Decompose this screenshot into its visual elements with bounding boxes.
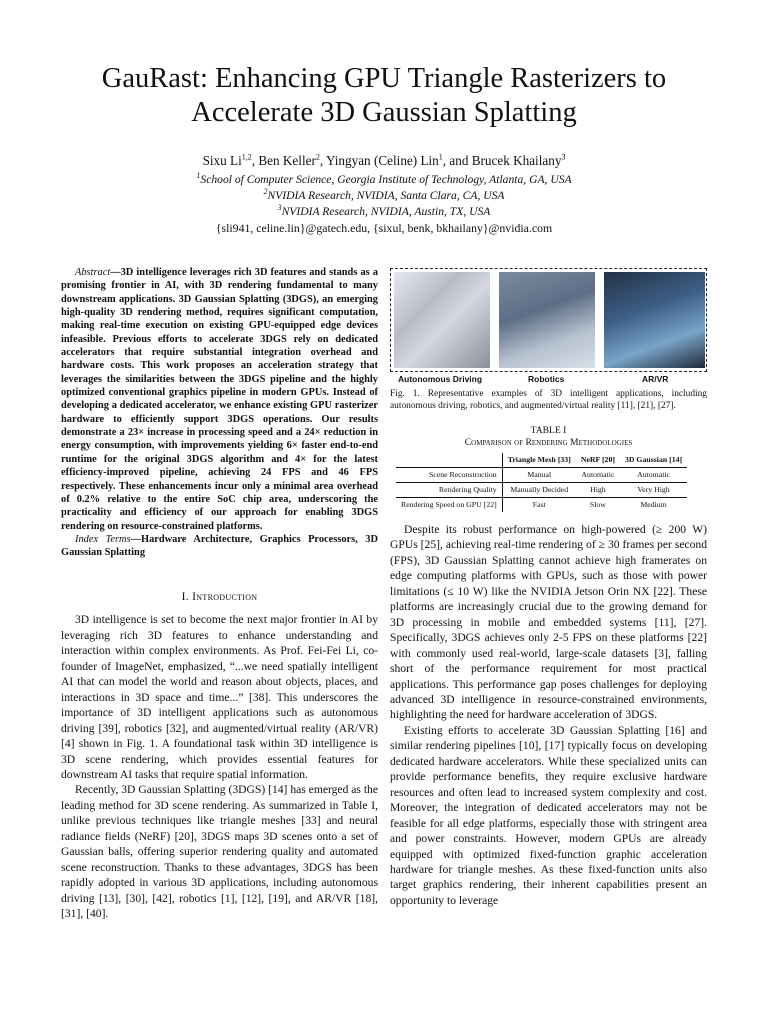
author-emails: {sli941, celine.lin}@gatech.edu, {sixul, benk, bkhailany}@nvidia.com (215, 221, 553, 235)
figure-1 (390, 268, 707, 386)
affiliation-sup: 2 (263, 187, 268, 197)
table-cell: Automatic (637, 470, 670, 479)
figure-label: AR/VR (642, 374, 669, 384)
affiliation-sup: 3 (277, 203, 282, 213)
affiliation-text: NVIDIA Research, NVIDIA, Santa Clara, CA, USA (267, 189, 505, 202)
table-row (396, 468, 687, 483)
figure-frame (390, 268, 707, 372)
abstract-text: —3D intelligence leverages rich 3D features and stands as a promising frontier in AI, with 3D rendering fundamental to many downstream applications. 3D Gaussian Splatting (3DGS), an emerging high-quality 3D rendering method, requires significant computation, making real-time execution on existing GPU-equipped edge devices infeasible. Previous efforts to accelerate 3DGS rely on dedicated accelerators that require substantial integration overhead and hardware costs. This work proposes an acceleration strategy that leverages the similarities between the 3DGS pipeline and the highly optimized conventional graphics pipeline in modern GPUs. Instead of developing a dedicated accelerator, we enhance existing GPU rasterizer hardware to efficiently support 3DGS operations. Our results demonstrate a 23× increase in processing speed and a 24× reduction in energy consumption, with improvements yielding 6× faster end-to-end runtime for the original 3DGS algorithm and 4× for the latest efficiency-improved pipeline, achieving 24 FPS and 46 FPS respectively. These enhancements incur only a minimal area overhead of 0.2% relative to the entire SoC chip area, underscoring the practicality and efficiency of our approach for enabling 3DGS rendering on resource-constrained platforms. (61, 267, 378, 532)
intro-paragraph-3: Despite its robust performance on high-powered (≥ 200 W) GPUs [25], achieving real-time rendering of ≥ 30 frames per second (FPS), 3D Gaussian Splatting cannot achieve high framerates on edge computing platforms with GPUs, such as those with power limitations (≤ 10 W) like the NVIDIA Jetson Orin NX [22]. These platforms are increasingly crucial due to the growing demand for 3D processing in mobile and embedded systems [11], [27]. Specifically, 3DGS achieves only 2-5 FPS on these platforms [22] with commonly used real-world, large-scale datasets [3], falling short of the performance requirement for most practical applications. This performance gap poses challenges for deploying advanced 3D intelligence in resource-constrained environments, highlighting the need for hardware acceleration of 3DGS. (390, 523, 707, 722)
figure-label: Autonomous Driving (398, 374, 483, 384)
title-line-2: Accelerate 3D Gaussian Splatting (191, 97, 577, 128)
affiliation-text: NVIDIA Research, NVIDIA, Austin, TX, USA (281, 205, 491, 218)
table-cell: Rendering Speed on GPU [22] (396, 498, 502, 513)
arvr-image (604, 272, 705, 368)
table-header-row (396, 453, 687, 468)
affiliation-1 (40, 172, 728, 187)
author-name: Sixu Li (202, 153, 242, 168)
introduction-left (61, 575, 378, 922)
author-name: Yingyan (Celine) Lin (325, 153, 439, 168)
affiliation-sup: 1 (196, 171, 201, 181)
table-header: Triangle Mesh [33] (502, 453, 576, 468)
table-cell: Scene Reconstruction (396, 468, 502, 483)
table-cell: High (576, 483, 620, 498)
table-cell: Slow (576, 498, 620, 513)
methodology-table (396, 453, 687, 512)
table-caption: Comparison of Rendering Methodologies (464, 437, 633, 448)
title-line-1: GauRast: Enhancing GPU Triangle Rasterizers to (101, 63, 667, 94)
intro-paragraph-2: Recently, 3D Gaussian Splatting (3DGS) [14] has emerged as the leading method for 3D scene rendering. As summarized in Table I, unlike previous techniques like triangle meshes [33] and neural radiance fields (NeRF) [20], 3DGS maps 3D scenes onto a set of Gaussian balls, offering superior rendering quality and automated scene reconstruction. Thanks to these advantages, 3DGS has been rapidly adopted in various 3D applications, including autonomous driving [13], [30], [42], robotics [1], [12], [19], and AR/VR [18], [31], [40]. (61, 783, 378, 921)
index-terms-label: Index Terms (75, 533, 131, 545)
intro-paragraph-4: Existing efforts to accelerate 3D Gaussian Splatting [16] and similar rendering pipelines [10], [17] typically focus on developing dedicated hardware accelerators. While these specialized units can provide performance benefits, they require exclusive hardware resources and often lead to increased system complexity and cost. Moreover, the integration of dedicated accelerators may not be feasible for all edge platforms, especially those with stringent area and power constraints. However, modern GPUs are already equipped with optimized fixed-function graphic acceleration hardware for triangle meshes. As these fixed-function units also target graphics rendering, their inherent capabilities present an opportunity to leverage (390, 723, 707, 907)
table-cell: Rendering Quality (396, 483, 502, 498)
author-list: Sixu Li$^{1,2}$, Ben Keller$^2$, Yingyan (Celine) Lin$^1$, and Brucek Khailany$^3$ (202, 152, 566, 168)
author-name: Ben Keller (258, 153, 316, 168)
abstract (61, 266, 378, 560)
paper-title (40, 62, 728, 130)
affiliation-3 (40, 204, 728, 219)
figure-caption: Fig. 1. Representative examples of 3D intelligent applications, including autonomous driving, robotics, and augmented/virtual reality [11], [21], [27]. (390, 389, 707, 411)
autonomous-driving-image (394, 272, 490, 368)
table-cell: Manually Decided (502, 483, 576, 498)
section-heading: I. Introduction (181, 590, 258, 603)
table-header: 3D Gaussian [14] (620, 453, 687, 468)
table-header (396, 453, 502, 468)
abstract-label: Abstract (75, 267, 111, 278)
table-cell: Medium (620, 498, 687, 513)
author-superscript: 1 (438, 152, 443, 162)
author-superscript: 2 (315, 152, 320, 162)
affiliation-text: School of Computer Science, Georgia Institute of Technology, Atlanta, GA, USA (200, 173, 572, 186)
author-superscript: 3 (561, 152, 566, 162)
author-superscript: 1,2 (241, 152, 252, 162)
table-row (396, 483, 687, 498)
table-row (396, 498, 687, 513)
table-cell: Automatic (581, 470, 615, 479)
introduction-right (390, 522, 707, 908)
intro-paragraph-1: 3D intelligence is set to become the next major frontier in AI by leveraging rich 3D features to enhance understanding and interaction within complex environments. As Prof. Fei-Fei Li, co-founder of ImageNet, emphasized, “...we need spatially intelligent AI that can model the world and reason about objects, places, and interactions in 3D space and time...” [38]. This underscores the importance of 3D intelligent applications such as autonomous driving [39], robotics [32], and augmented/virtual reality (AR/VR) [4] shown in Fig. 1. A foundational task within 3D intelligence is 3D scene rendering, which provides essential features for downstream AI tasks that require spatial information. (61, 613, 378, 781)
table-header: NeRF [20] (576, 453, 620, 468)
robotics-image (499, 272, 595, 368)
affiliation-2 (40, 188, 728, 203)
index-terms-text: —Hardware Architecture, Graphics Processors, 3D Gaussian Splatting (61, 533, 378, 559)
table-title (390, 425, 707, 449)
table-number: TABLE I (530, 425, 567, 436)
table-cell: Fast (502, 498, 576, 513)
figure-label: Robotics (528, 374, 565, 384)
table-cell: Manual (527, 470, 552, 479)
table-cell: Very High (620, 483, 687, 498)
author-name: and Brucek Khailany (449, 153, 562, 168)
